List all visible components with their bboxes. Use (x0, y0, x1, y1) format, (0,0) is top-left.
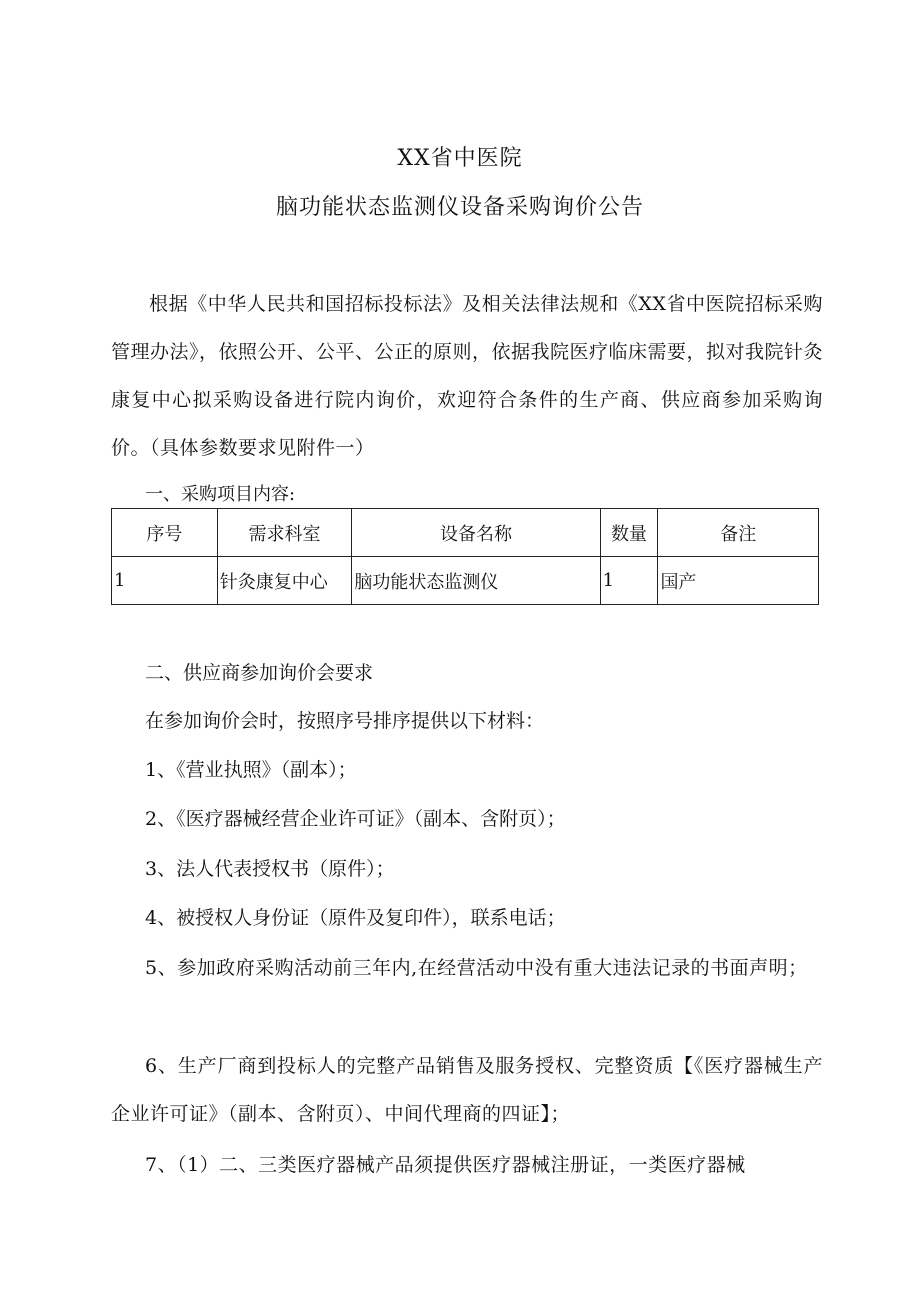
requirement-item: 7、（1）二、三类医疗器械产品须提供医疗器械注册证，一类医疗器械 (145, 1154, 746, 1176)
section1-heading: 一、采购项目内容: (145, 484, 296, 505)
requirement-item: 2、《医疗器械经营企业许可证》（副本、含附页）； (145, 808, 566, 830)
intro-paragraph: 根据《中华人民共和国招标投标法》及相关法律法规和《XX省中医院招标采购管理办法》，依照公开、公平、公正的原则，依据我院医疗临床需要，拟对我院针灸康复中心拟采购设备进行院内询价，欢迎符合条件的生产商、供应商参加采购询价。（具体参数要求见附件一） (111, 293, 824, 459)
table-header-cell: 设备名称 (352, 509, 600, 557)
requirement-item: 6、生产厂商到投标人的完整产品销售及服务授权、完整资质【《医疗器械生产企业许可证》（副本、含附页）、中间代理商的四证】； (111, 1055, 823, 1125)
requirement-item: 3、法人代表授权书（原件）； (145, 858, 395, 880)
table-header-cell: 需求科室 (217, 509, 352, 557)
document-title-line1: XX省中医院 (397, 146, 523, 171)
table-header-cell: 序号 (112, 509, 218, 557)
table-header-cell: 备注 (658, 509, 819, 557)
table-cell: 1 (600, 557, 658, 605)
section2-lead: 在参加询价会时，按照序号排序提供以下材料： (145, 710, 545, 732)
table-cell: 针灸康复中心 (217, 557, 352, 605)
table-header-cell: 数量 (600, 509, 658, 557)
procurement-items-table (111, 508, 819, 605)
table-header-row (112, 509, 819, 557)
table-cell: 1 (112, 557, 218, 605)
table-row (112, 557, 819, 605)
document-title-line2: 脑功能状态监测仪设备采购询价公告 (275, 195, 644, 220)
requirement-item: 4、被授权人身份证（原件及复印件），联系电话； (145, 907, 566, 929)
table-cell: 国产 (658, 557, 819, 605)
requirement-item: 5、参加政府采购活动前三年内,在经营活动中没有重大违法记录的书面声明； (145, 957, 808, 979)
requirement-item: 1、《营业执照》（副本）； (145, 759, 357, 781)
section2-heading: 二、供应商参加询价会要求 (145, 662, 374, 684)
table-cell: 脑功能状态监测仪 (352, 557, 600, 605)
